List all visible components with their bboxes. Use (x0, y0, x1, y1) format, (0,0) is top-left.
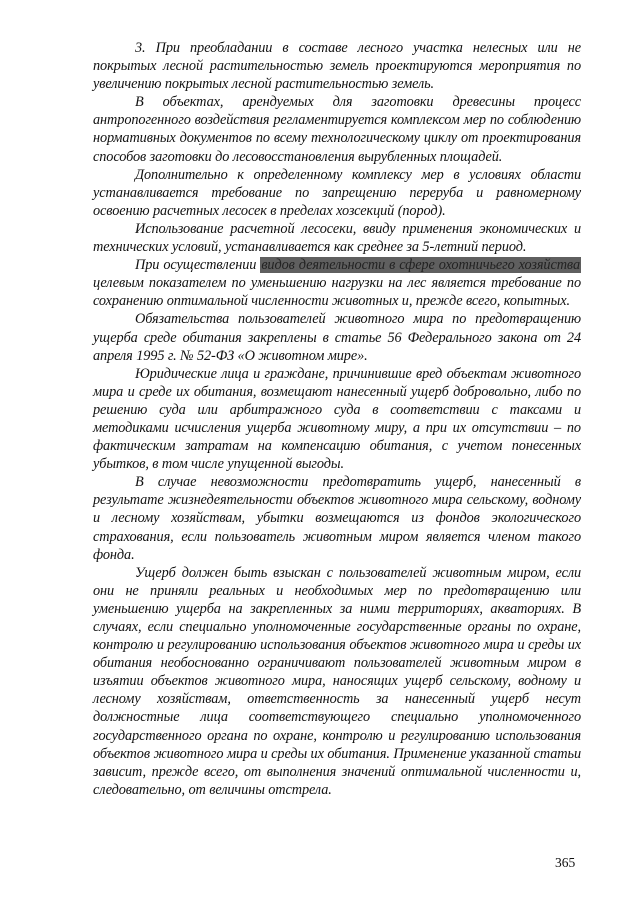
paragraph-4: Использование расчетной лесосеки, ввиду применения экономических и технических условий, устанавливается как среднее за 5-летний период. (93, 220, 581, 256)
paragraph-9: Ущерб должен быть взыскан с пользователей животным миром, если они не приняли реальных и необходимых мер по предотвращению или уменьшению ущерба на закрепленных за ними территориях, акваториях. В случаях, если специально уполномоченные государственные органы по охране, контролю и регулированию использования объектов животного мира и среды их обитания необоснованно ограничивают пользователей животным миром в изъятии объектов животного мира, наносящих ущерб сельскому, водному и лесному хозяйствам, ответственность за нанесенный ущерб несут должностные лица соответствующего специально уполномоченного государственного органа по охране, контролю и регулированию использования объектов животного мира и среды их обитания. Применение указанной статьи зависит, прежде всего, от выполнения значений оптимальной численности и, следовательно, от величины отстрела. (93, 564, 581, 798)
highlighted-text: видов деятельности в сфере охотничьего хозяйства (261, 257, 580, 274)
paragraph-1: 3. При преобладании в составе лесного участка нелесных или не покрытых лесной растительностью земель проектируются мероприятия по увеличению покрытых лесной растительностью земель. (93, 40, 581, 93)
paragraph-5-end: целевым показателем по уменьшению нагрузки на лес является требование по сохранению оптимальной численности животных и, прежде всего, копытных. (93, 275, 581, 310)
paragraph-8: В случае невозможности предотвратить ущерб, нанесенный в результате жизнедеятельности объектов животного мира сельскому, водному и лесному хозяйствам, убытки возмещаются из фондов экологического страхования, если пользователь животным миром является членом такого фонда. (93, 474, 581, 563)
paragraph-2: В объектах, арендуемых для заготовки древесины процесс антропогенного воздействия регламентируется комплексом мер по соблюдению нормативных документов по всему технологическому циклу от проектирования способов заготовки до лесовосстановления вырубленных площадей. (93, 94, 581, 165)
paragraph-5-start: При осуществлении (135, 257, 261, 274)
body-text (93, 39, 581, 799)
paragraph-6: Обязательства пользователей животного мира по предотвращению ущерба среде обитания закреплены в статье 56 Федерального закона от 24 апреля 1995 г. № 52-ФЗ «О животном мире». (93, 311, 581, 364)
paragraph-7: Юридические лица и граждане, причинившие вред объектам животного мира и среде их обитания, возмещают нанесенный ущерб добровольно, либо по решению суда или арбитражного суда в соответствии с таксами и методиками исчисления ущерба животному миру, а при их отсутствии – по фактическим затратам на компенсацию обитания, с учетом понесенных убытков, в том числе упущенной выгоды. (93, 365, 581, 473)
page-number: 365 (555, 855, 576, 870)
paragraph-3: Дополнительно к определенному комплексу мер в условиях области устанавливается требование по запрещению переруба и равномерному освоению расчетных лесосек в пределах хозсекций (пород). (93, 166, 581, 219)
paragraph-5 (93, 256, 581, 310)
